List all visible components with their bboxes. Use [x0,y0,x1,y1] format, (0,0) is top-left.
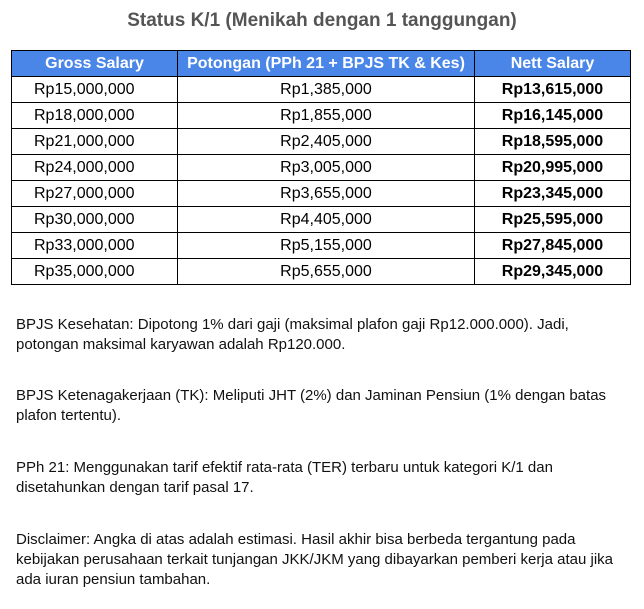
table-row [12,77,631,103]
note-pph21: PPh 21: Menggunakan tarif efektif rata-rata (TER) terbaru untuk kategori K/1 dan disetahunkan dengan tarif pasal 17. [16,459,553,496]
gross-salary-cell: Rp33,000,000 [12,233,178,259]
deduction-cell: Rp5,655,000 [178,259,475,285]
table-header-row [12,51,631,77]
nett-salary-cell: Rp18,595,000 [475,129,631,155]
gross-salary-cell: Rp27,000,000 [12,181,178,207]
deduction-cell: Rp2,405,000 [178,129,475,155]
table-row [12,259,631,285]
nett-salary-cell: Rp27,845,000 [475,233,631,259]
salary-table [11,50,631,285]
deduction-cell: Rp4,405,000 [178,207,475,233]
table-row [12,207,631,233]
gross-salary-cell: Rp30,000,000 [12,207,178,233]
column-header-deduction: Potongan (PPh 21 + BPJS TK & Kes) [178,51,475,77]
deduction-cell: Rp1,855,000 [178,103,475,129]
deduction-cell: Rp3,655,000 [178,181,475,207]
nett-salary-cell: Rp25,595,000 [475,207,631,233]
note-disclaimer: Disclaimer: Angka di atas adalah estimasi. Hasil akhir bisa berbeda tergantung pada kebijakan perusahaan terkait tunjangan JKK/JKM yang dibayarkan pemberi kerja atau jika ada iuran pensiun tambahan. [16,531,614,588]
column-header-nett-salary: Nett Salary [475,51,631,77]
nett-salary-cell: Rp23,345,000 [475,181,631,207]
deduction-cell: Rp3,005,000 [178,155,475,181]
gross-salary-cell: Rp18,000,000 [12,103,178,129]
page-title: Status K/1 (Menikah dengan 1 tanggungan) [127,10,517,31]
nett-salary-cell: Rp16,145,000 [475,103,631,129]
table-row [12,103,631,129]
table-row [12,155,631,181]
table-row [12,181,631,207]
gross-salary-cell: Rp21,000,000 [12,129,178,155]
note-bpjs-ketenagakerjaan: BPJS Ketenagakerjaan (TK): Meliputi JHT (2%) dan Jaminan Pensiun (1% dengan batas plafon tertentu). [16,387,607,424]
gross-salary-cell: Rp15,000,000 [12,77,178,103]
note-bpjs-kesehatan: BPJS Kesehatan: Dipotong 1% dari gaji (maksimal plafon gaji Rp12.000.000). Jadi, potongan maksimal karyawan adalah Rp120.000. [16,316,569,353]
nett-salary-cell: Rp20,995,000 [475,155,631,181]
deduction-cell: Rp5,155,000 [178,233,475,259]
deduction-cell: Rp1,385,000 [178,77,475,103]
table-row [12,233,631,259]
gross-salary-cell: Rp35,000,000 [12,259,178,285]
column-header-gross-salary: Gross Salary [12,51,178,77]
table-row [12,129,631,155]
gross-salary-cell: Rp24,000,000 [12,155,178,181]
nett-salary-cell: Rp13,615,000 [475,77,631,103]
nett-salary-cell: Rp29,345,000 [475,259,631,285]
